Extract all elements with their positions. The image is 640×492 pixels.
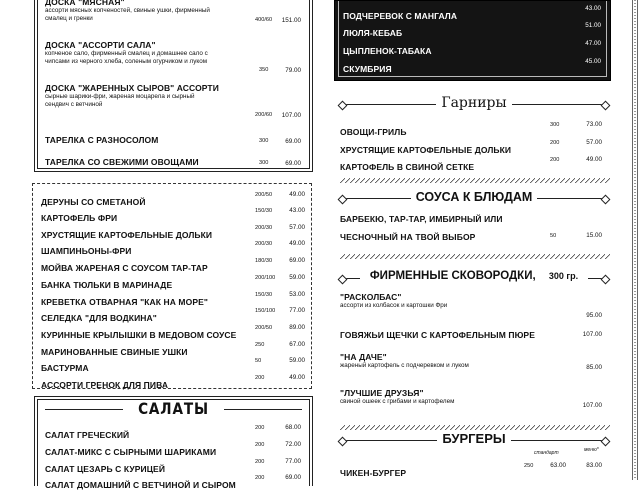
menu-item bbox=[45, 40, 301, 76]
item-weight: 150/30 bbox=[255, 292, 273, 298]
item-name: ХРУСТЯЩИЕ КАРТОФЕЛЬНЫЕ ДОЛЬКИ bbox=[340, 145, 512, 155]
item-name: ЧЕСНОЧНЫЙ НА ТВОЙ ВЫБОР bbox=[340, 232, 476, 242]
item-name: САЛАТ ЦЕЗАРЬ С КУРИЦЕЙ bbox=[45, 464, 166, 474]
divider bbox=[45, 409, 123, 410]
item-name: СЕЛЕДКА "ДЛЯ ВОДКИНА" bbox=[41, 313, 157, 323]
item-weight: 200/50 bbox=[255, 192, 273, 198]
pans-section bbox=[338, 270, 610, 418]
menu-item bbox=[41, 223, 305, 240]
item-name: "ЛУЧШИЕ ДРУЗЬЯ" bbox=[340, 388, 424, 398]
item-desc: смалец и гренки bbox=[45, 15, 93, 23]
column-header-standard: стандарт bbox=[534, 450, 559, 456]
section-title: БУРГЕРЫ bbox=[338, 431, 610, 446]
menu-item bbox=[41, 290, 305, 307]
item-name: КУРИННЫЕ КРЫЛЫШКИ В МЕДОВОМ СОУСЕ bbox=[41, 330, 237, 340]
divider bbox=[340, 178, 610, 183]
item-weight: 200 bbox=[255, 442, 265, 448]
item-name: ОВОЩИ-ГРИЛЬ bbox=[340, 127, 407, 137]
item-price: 69.00 bbox=[285, 160, 301, 167]
item-price: 89.00 bbox=[289, 324, 305, 331]
burgers-section bbox=[338, 432, 610, 480]
menu-item bbox=[41, 206, 305, 223]
grill-section bbox=[334, 0, 611, 81]
item-price: 15.00 bbox=[586, 232, 602, 239]
item-price: 107.00 bbox=[582, 331, 602, 338]
menu-item bbox=[41, 273, 305, 290]
item-name: БАСТУРМА bbox=[41, 363, 89, 373]
item-name: ШАМПИНЬОНЫ-ФРИ bbox=[41, 246, 132, 256]
menu-item bbox=[343, 39, 601, 56]
item-name: ЦЫПЛЕНОК-ТАБАКА bbox=[343, 46, 432, 56]
item-weight: 200 bbox=[255, 375, 265, 381]
item-weight: 300 bbox=[259, 160, 269, 166]
item-price-standard: 63.00 bbox=[550, 462, 566, 469]
divider bbox=[340, 254, 610, 259]
item-price: 67.00 bbox=[289, 341, 305, 348]
item-name: ТАРЕЛКА С РАЗНОСОЛОМ bbox=[45, 135, 159, 145]
item-name: МОЙВА ЖАРЕНАЯ С СОУСОМ ТАР-ТАР bbox=[41, 263, 208, 273]
menu-item bbox=[41, 239, 305, 256]
column-header-menu: меню* bbox=[584, 447, 599, 453]
divider bbox=[340, 425, 610, 430]
item-price: 77.00 bbox=[289, 307, 305, 314]
item-name: САЛАТ-МИКС С СЫРНЫМИ ШАРИКАМИ bbox=[45, 447, 217, 457]
menu-item bbox=[45, 83, 301, 119]
item-price: 73.00 bbox=[586, 121, 602, 128]
divider bbox=[224, 409, 302, 410]
item-price: 95.00 bbox=[586, 312, 602, 319]
item-weight: 200 bbox=[255, 459, 265, 465]
item-weight: 300 bbox=[259, 138, 269, 144]
item-desc: ассорти из колбасок и картошки Фри bbox=[340, 302, 448, 309]
item-weight: 150/100 bbox=[255, 308, 276, 314]
item-weight: 200 bbox=[255, 475, 265, 481]
item-desc: сырные шарики-фри, жареная моцарела и сырный bbox=[45, 93, 195, 100]
menu-item bbox=[340, 352, 602, 376]
item-price: 49.00 bbox=[289, 374, 305, 381]
item-desc: копченое сало, фирменный смалец и домашнее сало с bbox=[45, 50, 208, 57]
item-price: 107.00 bbox=[281, 112, 301, 119]
item-name: БАРБЕКЮ, ТАР-ТАР, ИМБИРНЫЙ ИЛИ bbox=[340, 214, 503, 224]
item-price: 51.00 bbox=[585, 22, 601, 29]
item-price: 69.00 bbox=[289, 257, 305, 264]
item-price: 49.00 bbox=[289, 191, 305, 198]
item-price: 59.00 bbox=[289, 357, 305, 364]
item-name: ГОВЯЖЬИ ЩЕЧКИ С КАРТОФЕЛЬНЫМ ПЮРЕ bbox=[340, 330, 535, 340]
item-name: ТАРЕЛКА СО СВЕЖИМИ ОВОЩАМИ bbox=[45, 157, 199, 167]
item-weight: 200/60 bbox=[255, 112, 273, 118]
menu-item bbox=[41, 323, 305, 340]
item-name: ДОСКА "МЯСНАЯ" bbox=[45, 0, 125, 7]
section-title: СОУСА К БЛЮДАМ bbox=[338, 190, 610, 204]
menu-item bbox=[45, 423, 301, 440]
menu-item bbox=[41, 340, 305, 357]
item-weight: 180/30 bbox=[255, 258, 273, 264]
board-section bbox=[34, 0, 313, 172]
item-price: 68.00 bbox=[285, 424, 301, 431]
item-name: ЛЮЛЯ-КЕБАБ bbox=[343, 28, 403, 38]
menu-item bbox=[340, 292, 602, 319]
menu-item bbox=[340, 120, 602, 139]
item-name: ДЕРУНЫ СО СМЕТАНОЙ bbox=[41, 197, 146, 207]
item-name: АССОРТИ ГРЕНОК ДЛЯ ПИВА bbox=[41, 380, 169, 390]
menu-item bbox=[41, 256, 305, 273]
section-header bbox=[338, 270, 610, 286]
item-price: 53.00 bbox=[289, 291, 305, 298]
item-weight: 200/100 bbox=[255, 275, 276, 281]
item-name: ХРУСТЯЩИЕ КАРТОФЕЛЬНЫЕ ДОЛЬКИ bbox=[41, 230, 213, 240]
item-name: "НА ДАЧЕ" bbox=[340, 352, 387, 362]
item-name: КРЕВЕТКА ОТВАРНАЯ "КАК НА МОРЕ" bbox=[41, 297, 208, 307]
section-header bbox=[338, 432, 610, 448]
menu-item bbox=[41, 306, 305, 323]
item-price: 43.00 bbox=[585, 5, 601, 12]
menu-item bbox=[45, 473, 301, 490]
item-desc: жареный картофель с подчеревком и луком bbox=[340, 362, 469, 369]
menu-item bbox=[340, 461, 602, 478]
item-price: 47.00 bbox=[585, 40, 601, 47]
item-weight: 250 bbox=[524, 463, 534, 469]
item-weight: 50 bbox=[550, 233, 557, 239]
item-price: 107.00 bbox=[582, 402, 602, 409]
item-weight: 200 bbox=[550, 140, 560, 146]
item-price: 79.00 bbox=[285, 67, 301, 74]
menu-item bbox=[41, 373, 305, 390]
section-title: САЛАТЫ bbox=[138, 399, 209, 418]
item-weight: 400/60 bbox=[255, 17, 273, 23]
salads-section bbox=[34, 396, 313, 490]
menu-item bbox=[343, 57, 601, 74]
item-weight: 200 bbox=[550, 157, 560, 163]
item-desc: сендвич с ветчиной bbox=[45, 101, 103, 109]
item-price: 43.00 bbox=[289, 207, 305, 214]
menu-item bbox=[343, 21, 601, 38]
menu-item bbox=[41, 190, 305, 207]
section-title: ФИРМЕННЫЕ СКОВОРОДКИ, 300 гр. bbox=[338, 270, 610, 282]
item-name: КАРТОФЕЛЬ ФРИ bbox=[41, 213, 118, 223]
item-price: 72.00 bbox=[285, 441, 301, 448]
item-price: 59.00 bbox=[289, 274, 305, 281]
item-name: "РАСКОЛБАС" bbox=[340, 292, 402, 302]
item-weight: 350 bbox=[259, 67, 269, 73]
item-weight: 300 bbox=[550, 122, 560, 128]
item-price: 49.00 bbox=[586, 156, 602, 163]
menu-item bbox=[340, 214, 602, 244]
menu-item bbox=[340, 330, 602, 342]
menu-item bbox=[340, 388, 602, 414]
item-desc: ассорти мясных копченостей, свиные ушки, фирменный bbox=[45, 7, 210, 14]
item-desc: свиной ошеек с грибами и картофелем bbox=[340, 398, 455, 405]
item-price: 77.00 bbox=[285, 458, 301, 465]
section-header bbox=[338, 96, 610, 112]
item-name: ДОСКА "АССОРТИ САЛА" bbox=[45, 40, 156, 50]
item-price: 69.00 bbox=[285, 138, 301, 145]
item-weight: 200 bbox=[255, 425, 265, 431]
menu-item bbox=[340, 155, 602, 174]
item-price: 57.00 bbox=[586, 139, 602, 146]
item-price: 49.00 bbox=[289, 240, 305, 247]
item-name: БАНКА ТЮЛЬКИ В МАРИНАДЕ bbox=[41, 280, 173, 290]
item-price: 45.00 bbox=[585, 58, 601, 65]
item-name: ЧИКЕН-БУРГЕР bbox=[340, 468, 407, 478]
item-name: САЛАТ ГРЕЧЕСКИЙ bbox=[45, 430, 130, 440]
garnish-section bbox=[338, 95, 610, 172]
item-price: 151.00 bbox=[281, 17, 301, 24]
menu-item bbox=[41, 356, 305, 373]
menu-item bbox=[45, 457, 301, 474]
snacks-section bbox=[32, 183, 312, 389]
item-price: 57.00 bbox=[289, 224, 305, 231]
menu-item bbox=[343, 4, 601, 21]
menu-item bbox=[45, 157, 301, 169]
item-weight: 50 bbox=[255, 358, 262, 364]
item-price-menu: 83.00 bbox=[586, 462, 602, 469]
menu-item bbox=[45, 135, 301, 147]
section-title: Гарниры bbox=[338, 95, 610, 111]
section-header bbox=[338, 190, 610, 206]
item-name: САЛАТ ДОМАШНИЙ С ВЕТЧИНОЙ И СЫРОМ bbox=[45, 480, 236, 490]
item-weight: 200/30 bbox=[255, 241, 273, 247]
item-name: КАРТОФЕЛЬ В СВИНОЙ СЕТКЕ bbox=[340, 162, 475, 172]
item-desc: чипсами из черного хлеба, соленым огурчиком и луком bbox=[45, 58, 208, 66]
item-weight: 200/30 bbox=[255, 225, 273, 231]
page-border-ornament bbox=[632, 0, 638, 480]
item-name: ДОСКА "ЖАРЕННЫХ СЫРОВ" АССОРТИ bbox=[45, 83, 219, 93]
item-price: 69.00 bbox=[285, 474, 301, 481]
item-price: 85.00 bbox=[586, 364, 602, 371]
item-name: МАРИНОВАННЫЕ СВИНЫЕ УШКИ bbox=[41, 347, 188, 357]
item-weight: 250 bbox=[255, 342, 265, 348]
menu-item bbox=[45, 0, 301, 33]
item-weight: 200/50 bbox=[255, 325, 273, 331]
menu-item bbox=[45, 440, 301, 457]
item-name: ПОДЧЕРЕВОК С МАНГАЛА bbox=[343, 11, 458, 21]
item-weight: 150/30 bbox=[255, 208, 273, 214]
item-name: СКУМБРИЯ bbox=[343, 64, 392, 74]
sauce-section bbox=[338, 190, 610, 246]
section-unit: 300 гр. bbox=[544, 271, 583, 281]
